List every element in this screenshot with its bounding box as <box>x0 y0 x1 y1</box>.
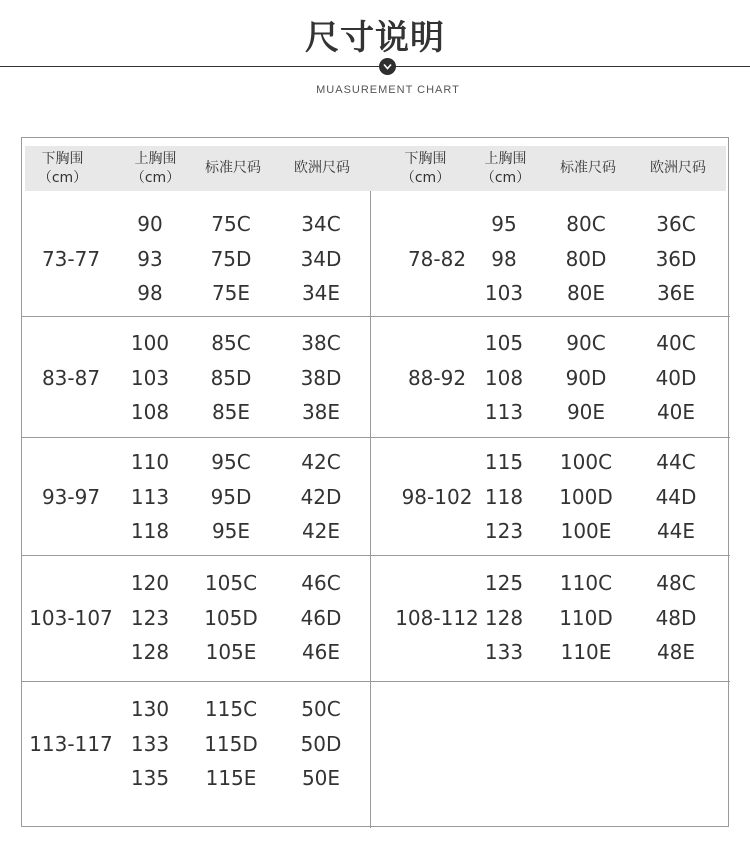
page-subtitle: MUASUREMENT CHART <box>316 84 460 96</box>
upper-bust-value: 120 <box>130 571 170 595</box>
eu-size-value: 50D <box>300 731 342 756</box>
row-divider <box>22 681 730 682</box>
upper-bust-value: 110 <box>130 450 170 474</box>
page-title: 尺寸说明 <box>305 18 445 58</box>
size-table <box>21 137 729 827</box>
upper-bust-value: 128 <box>484 605 524 630</box>
header-under-bust-unit: （cm） <box>400 170 451 186</box>
eu-size-value: 40D <box>655 365 697 390</box>
header-standard-size: 标准尺码 <box>205 160 261 176</box>
standard-size-value: 105D <box>204 605 258 630</box>
eu-size-value: 46C <box>301 571 341 595</box>
standard-size-value: 100C <box>559 450 613 474</box>
standard-size-value: 95C <box>211 450 251 474</box>
header-standard-size: 标准尺码 <box>560 160 616 176</box>
upper-bust-value: 113 <box>130 484 170 509</box>
upper-bust-value: 118 <box>484 484 524 509</box>
header-under-bust-label: 下胸围 <box>404 151 447 167</box>
header-eu-size: 欧洲尺码 <box>294 160 350 176</box>
eu-size-value: 40E <box>656 400 696 424</box>
eu-size-value: 36D <box>655 246 697 271</box>
upper-bust-value: 130 <box>130 697 170 721</box>
standard-size-value: 100D <box>559 484 613 509</box>
eu-size-value: 48D <box>655 605 697 630</box>
row-divider <box>22 437 730 438</box>
under-bust-range: 73-77 <box>41 246 101 271</box>
upper-bust-value: 113 <box>484 400 524 424</box>
upper-bust-value: 115 <box>484 450 524 474</box>
eu-size-value: 50E <box>301 766 341 790</box>
header-eu-size: 欧洲尺码 <box>650 160 706 176</box>
upper-bust-value: 108 <box>484 365 524 390</box>
upper-bust-value: 98 <box>137 281 163 305</box>
eu-size-value: 34E <box>301 281 341 305</box>
upper-bust-value: 100 <box>130 331 170 355</box>
eu-size-value: 38C <box>301 331 341 355</box>
standard-size-value: 80D <box>565 246 607 271</box>
upper-bust-value: 95 <box>491 212 517 236</box>
row-divider <box>22 555 730 556</box>
standard-size-value: 80C <box>566 212 606 236</box>
under-bust-range: 113-117 <box>29 731 113 756</box>
upper-bust-value: 125 <box>484 571 524 595</box>
standard-size-value: 105C <box>204 571 258 595</box>
eu-size-value: 42D <box>300 484 342 509</box>
upper-bust-value: 128 <box>130 640 170 664</box>
standard-size-value: 85E <box>211 400 251 424</box>
standard-size-value: 110C <box>559 571 613 595</box>
eu-size-value: 42C <box>301 450 341 474</box>
header-upper-bust-label: 上胸围 <box>484 151 527 167</box>
standard-size-value: 95E <box>211 519 251 543</box>
upper-bust-value: 105 <box>484 331 524 355</box>
eu-size-value: 36C <box>656 212 696 236</box>
standard-size-value: 90D <box>565 365 607 390</box>
header-under-bust-label: 下胸围 <box>41 151 84 167</box>
under-bust-range: 103-107 <box>29 605 113 630</box>
standard-size-value: 75E <box>211 281 251 305</box>
standard-size-value: 115C <box>204 697 258 721</box>
upper-bust-value: 103 <box>484 281 524 305</box>
upper-bust-value: 123 <box>484 519 524 543</box>
standard-size-value: 115E <box>205 766 257 790</box>
row-divider <box>22 316 730 317</box>
eu-size-value: 48C <box>656 571 696 595</box>
upper-bust-value: 93 <box>137 246 163 271</box>
eu-size-value: 48E <box>656 640 696 664</box>
header-under-bust <box>25 150 100 188</box>
upper-bust-value: 98 <box>491 246 517 271</box>
standard-size-value: 80E <box>566 281 606 305</box>
standard-size-value: 100E <box>560 519 612 543</box>
header-upper-bust <box>468 150 543 188</box>
title-divider <box>0 66 750 67</box>
standard-size-value: 115D <box>204 731 258 756</box>
under-bust-range: 108-112 <box>395 605 479 630</box>
under-bust-range: 83-87 <box>41 365 101 390</box>
upper-bust-value: 123 <box>130 605 170 630</box>
standard-size-value: 110E <box>560 640 612 664</box>
upper-bust-value: 108 <box>130 400 170 424</box>
upper-bust-value: 135 <box>130 766 170 790</box>
upper-bust-value: 133 <box>484 640 524 664</box>
standard-size-value: 105E <box>205 640 257 664</box>
upper-bust-value: 133 <box>130 731 170 756</box>
under-bust-range: 98-102 <box>401 484 473 509</box>
eu-size-value: 38E <box>301 400 341 424</box>
header-upper-bust-unit: （cm） <box>130 170 181 186</box>
standard-size-value: 95D <box>210 484 252 509</box>
header-upper-bust-unit: （cm） <box>480 170 531 186</box>
standard-size-value: 85D <box>210 365 252 390</box>
under-bust-range: 93-97 <box>41 484 101 509</box>
header-upper-bust <box>118 150 193 188</box>
eu-size-value: 38D <box>300 365 342 390</box>
standard-size-value: 85C <box>211 331 251 355</box>
upper-bust-value: 118 <box>130 519 170 543</box>
under-bust-range: 78-82 <box>407 246 467 271</box>
eu-size-value: 34D <box>300 246 342 271</box>
eu-size-value: 44D <box>655 484 697 509</box>
upper-bust-value: 103 <box>130 365 170 390</box>
upper-bust-value: 90 <box>137 212 163 236</box>
header-under-bust-unit: （cm） <box>37 170 88 186</box>
eu-size-value: 46D <box>300 605 342 630</box>
standard-size-value: 90E <box>566 400 606 424</box>
chevron-down-icon <box>379 58 396 75</box>
standard-size-value: 90C <box>566 331 606 355</box>
standard-size-value: 75C <box>211 212 251 236</box>
standard-size-value: 75D <box>210 246 252 271</box>
standard-size-value: 110D <box>559 605 613 630</box>
header-upper-bust-label: 上胸围 <box>134 151 177 167</box>
eu-size-value: 40C <box>656 331 696 355</box>
eu-size-value: 44C <box>656 450 696 474</box>
eu-size-value: 34C <box>301 212 341 236</box>
eu-size-value: 42E <box>301 519 341 543</box>
under-bust-range: 88-92 <box>407 365 467 390</box>
eu-size-value: 36E <box>656 281 696 305</box>
eu-size-value: 44E <box>656 519 696 543</box>
eu-size-value: 46E <box>301 640 341 664</box>
header-under-bust <box>388 150 463 188</box>
eu-size-value: 50C <box>301 697 341 721</box>
